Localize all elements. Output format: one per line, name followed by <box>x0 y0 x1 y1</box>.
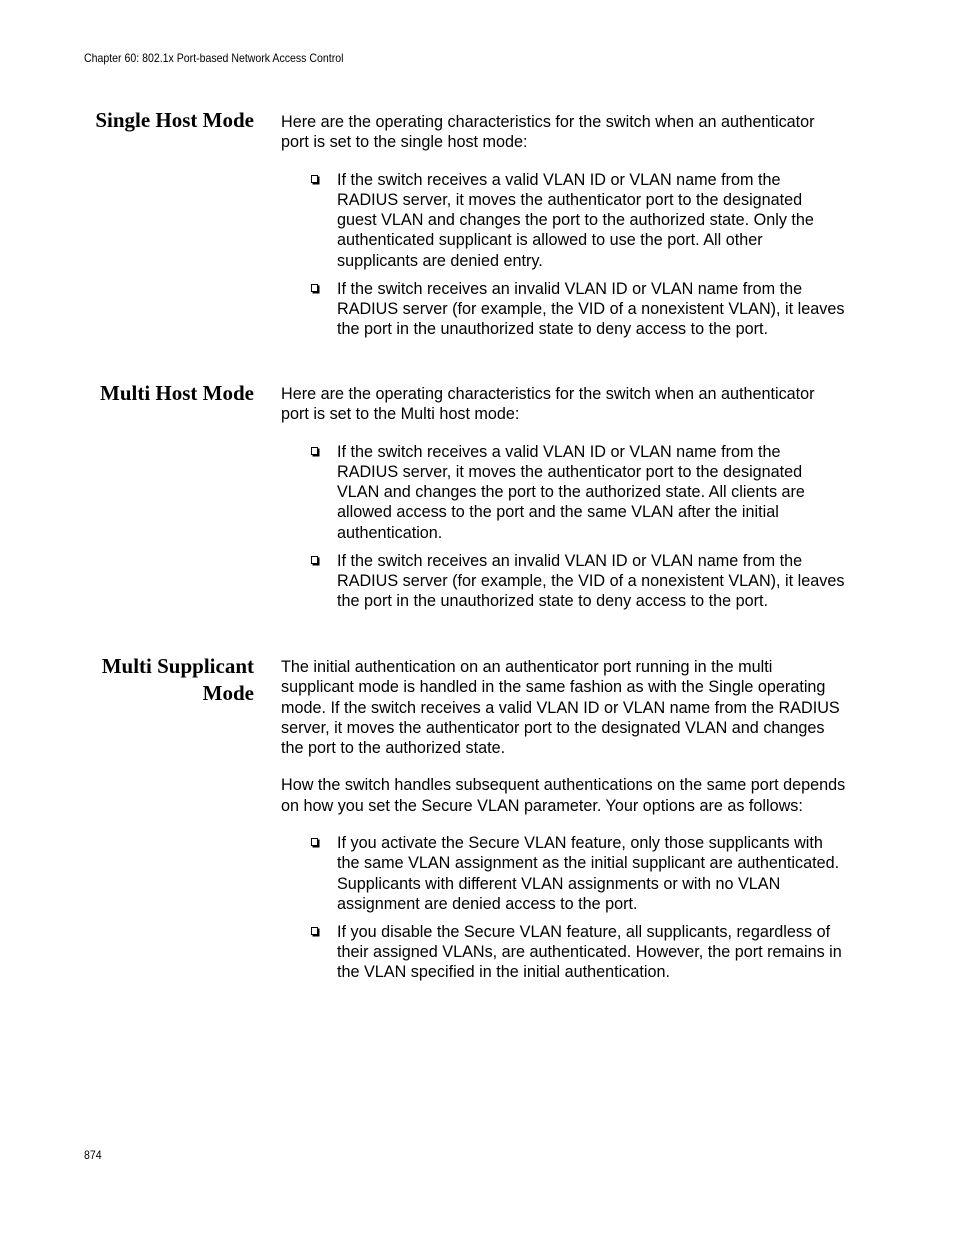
bullet-list <box>281 442 846 612</box>
square-bullet-icon <box>311 556 318 564</box>
section-heading: Single Host Mode <box>95 108 254 132</box>
intro-paragraph: Here are the operating characteristics for the switch when an authenticator port is set to the Multi host mode: <box>281 385 815 424</box>
square-bullet-icon <box>311 447 318 455</box>
square-bullet-icon <box>311 838 318 846</box>
list-item <box>281 442 846 543</box>
square-bullet-icon <box>311 927 318 935</box>
section-heading: Multi Host Mode <box>100 381 254 405</box>
list-item-text: If you activate the Secure VLAN feature, only those supplicants with the same VLAN assignment as the initial supplicant are authenticated. Supplicants with different VLAN assignments or with no VLAN assignment are denied access to the port. <box>337 834 840 913</box>
page-number: 874 <box>84 1148 102 1162</box>
list-item-text: If the switch receives an invalid VLAN ID or VLAN name from the RADIUS server (for example, the VID of a nonexistent VLAN), it leaves the port in the unauthorized state to deny access to the port. <box>337 551 845 611</box>
list-item <box>281 922 846 983</box>
running-header: Chapter 60: 802.1x Port-based Network Access Control <box>84 51 344 65</box>
list-item-text: If the switch receives an invalid VLAN ID or VLAN name from the RADIUS server (for example, the VID of a nonexistent VLAN), it leaves the port in the unauthorized state to deny access to the port. <box>337 279 845 339</box>
list-item <box>281 279 846 340</box>
bullet-list <box>281 170 846 340</box>
list-item <box>281 170 846 271</box>
list-item <box>281 551 846 612</box>
square-bullet-icon <box>311 284 318 292</box>
list-item-text: If the switch receives a valid VLAN ID or VLAN name from the RADIUS server, it moves the authenticator port to the designated guest VLAN and changes the port to the authorized state. Only the authenticated supplicant is allowed to use the port. All other supplicants are denied entry. <box>337 170 814 270</box>
section-body <box>281 657 846 990</box>
intro-paragraph: Here are the operating characteristics for the switch when an authenticator port is set to the single host mode: <box>281 113 815 152</box>
bullet-list <box>281 833 846 983</box>
section-heading-line: Multi Supplicant <box>101 654 254 678</box>
section-heading <box>54 653 254 707</box>
section-body <box>281 112 846 347</box>
section-heading-line: Mode <box>202 681 254 705</box>
section-body <box>281 384 846 619</box>
list-item-text: If you disable the Secure VLAN feature, all supplicants, regardless of their assigned VLANs, are authenticated. However, the port remains in the VLAN specified in the initial authentication. <box>337 922 842 982</box>
list-item-text: If the switch receives a valid VLAN ID or VLAN name from the RADIUS server, it moves the authenticator port to the designated VLAN and changes the port to the authorized state. All clients are allowed access to the port and the same VLAN after the initial authentication. <box>337 442 805 542</box>
square-bullet-icon <box>311 175 318 183</box>
paragraph: How the switch handles subsequent authentications on the same port depends on how you set the Secure VLAN parameter. Your options are as follows: <box>281 776 846 815</box>
paragraph: The initial authentication on an authenticator port running in the multi supplicant mode is handled in the same fashion as with the Single operating mode. If the switch receives a valid VLAN ID or VLAN name from the RADIUS server, it moves the authenticator port to the designated VLAN and changes the port to the authorized state. <box>281 658 840 758</box>
list-item <box>281 833 846 914</box>
